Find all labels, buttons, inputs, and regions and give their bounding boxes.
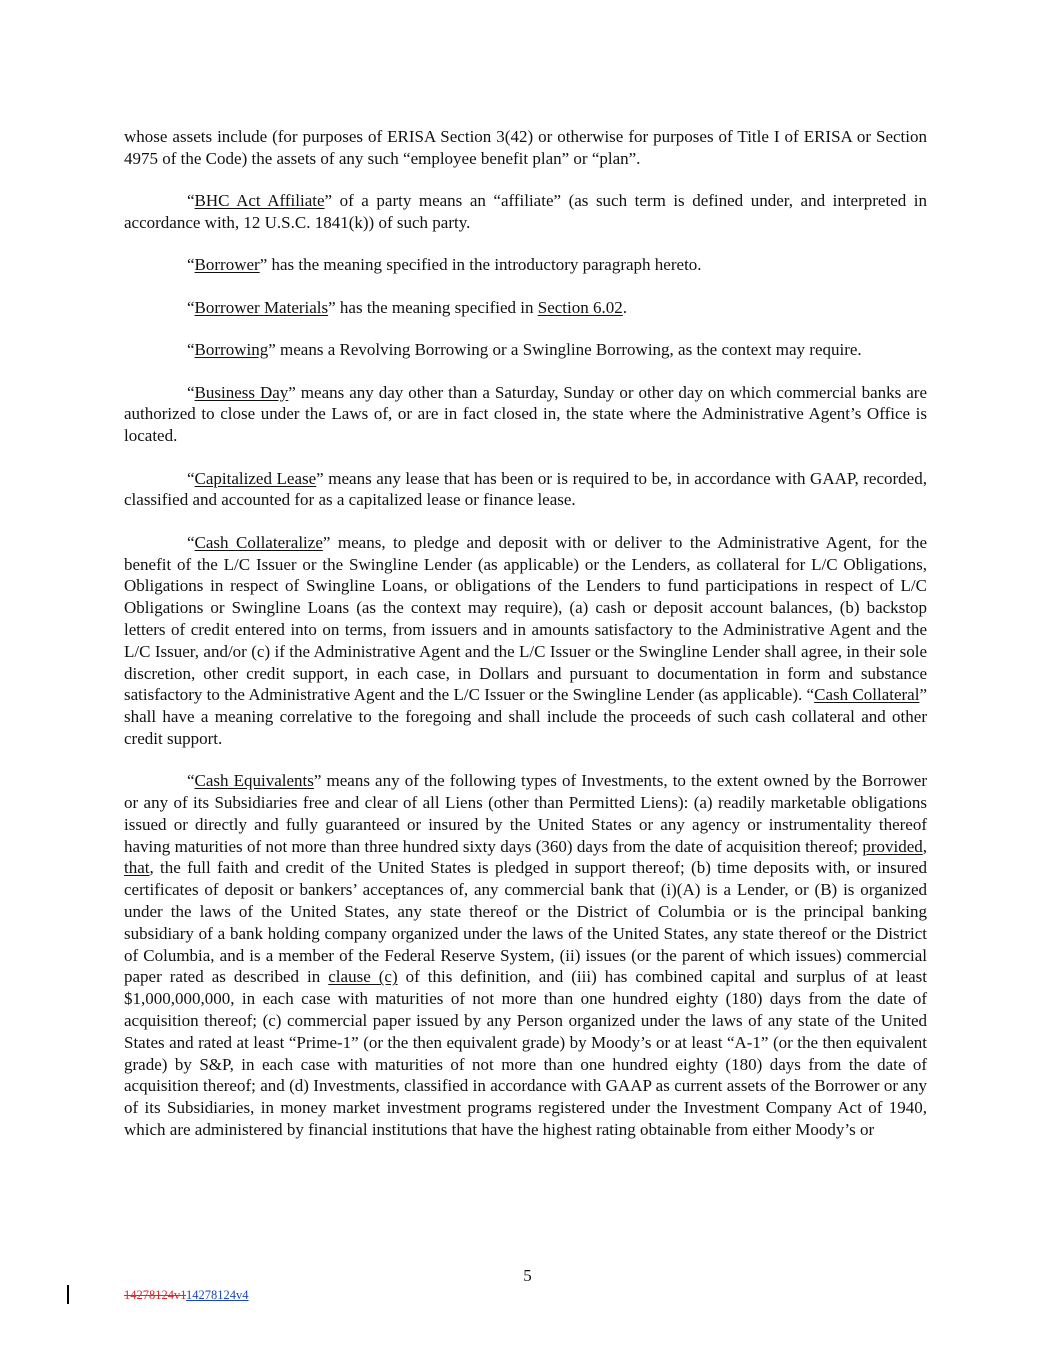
document-id — [124, 1288, 249, 1303]
definition-borrower-materials — [124, 297, 927, 319]
section-reference: Section 6.02 — [537, 297, 623, 317]
open-quote: “ — [187, 191, 195, 211]
definition-cash-collateralize — [124, 532, 927, 750]
definition-text: ” means a Revolving Borrowing or a Swingline Borrowing, as the context may require. — [268, 340, 862, 360]
definition-text-part-1: ” means any of the following types of Investments, to the extent owned by the Borrower or any of its Subsidiaries free and clear of all Liens (other than Permitted Liens): (a) readily marketable obligations issued or directly and fully guaranteed or insured by the United States or any agency or instrumentality thereof having maturities of not more than three hundred sixty days (360) days from the date of acquisition thereof; — [124, 771, 927, 856]
document-page — [124, 126, 927, 1161]
defined-term: Borrowing — [194, 340, 269, 360]
open-quote: “ — [187, 771, 195, 791]
definition-text: ” has the meaning specified in the introductory paragraph hereto. — [259, 255, 702, 275]
definition-borrowing — [124, 339, 927, 361]
definition-bhc-act-affiliate — [124, 190, 927, 234]
defined-term: Borrower — [194, 255, 260, 275]
defined-term: BHC Act Affiliate — [194, 191, 325, 211]
definition-text: ” means any lease that has been or is required to be, in accordance with GAAP, recorded, classified and accounted for as a capitalized lease or finance lease. — [124, 468, 927, 510]
open-quote: “ — [187, 532, 195, 552]
definition-text: ” has the meaning specified in — [328, 297, 538, 317]
definition-text: ” of a party means an “affiliate” (as such term is defined under, and interpreted in accordance with, 12 U.S.C. 1841(k)) of such party. — [124, 191, 927, 232]
open-quote: “ — [187, 382, 195, 402]
defined-term-secondary: Cash Collateral — [814, 685, 920, 705]
document-id-deleted: 14278124v1 — [124, 1288, 187, 1302]
comma: , — [922, 836, 927, 856]
defined-term: Borrower Materials — [194, 297, 329, 317]
definition-capitalized-lease — [124, 468, 927, 512]
open-quote: “ — [187, 297, 195, 317]
definition-borrower — [124, 254, 927, 276]
provided-term: provided — [862, 836, 923, 856]
definition-text-part-2: , the full faith and credit of the United States is pledged in support thereof; (b) time deposits with, or insured certificates of deposit or bankers’ acceptances of, any commercial bank that (i)(A) is a Lender, or (B) is organized under the laws of the United States, any state thereof or the District of Columbia or is the principal banking subsidiary of a bank holding company organized under the laws of the United States, any state thereof or the District of Columbia, and is a member of the Federal Reserve System, (ii) issues (or the parent of which issues) commercial paper rated as described in — [124, 858, 927, 987]
open-quote: “ — [187, 255, 195, 275]
document-id-inserted: 14278124v4 — [186, 1288, 249, 1302]
clause-reference: clause (c) — [328, 967, 398, 987]
definition-text: ” means any day other than a Saturday, Sunday or other day on which commercial banks are authorized to close under the Laws of, or are in fact closed in, the state where the Administrative Agent’s Office is located. — [124, 382, 927, 446]
definition-cash-equivalents — [124, 770, 927, 1141]
open-quote: “ — [187, 340, 195, 360]
definition-text-end: . — [622, 297, 627, 317]
paragraph-text: whose assets include (for purposes of ERISA Section 3(42) or otherwise for purposes of Title I of ERISA or Section 4975 of the Code) the assets of any such “employee benefit plan” or “plan”. — [124, 127, 927, 168]
defined-term: Cash Equivalents — [194, 771, 314, 791]
open-quote: “ — [187, 468, 195, 488]
revision-change-bar — [67, 1285, 69, 1304]
defined-term: Cash Collateralize — [194, 532, 323, 552]
paragraph-erisa-continuation — [124, 126, 927, 170]
defined-term: Business Day — [194, 382, 289, 402]
definition-business-day — [124, 382, 927, 447]
that-term: that — [124, 858, 150, 878]
definition-text: ” means, to pledge and deposit with or deliver to the Administrative Agent, for the benefit of the L/C Issuer or the Swingline Lender (as applicable) or the Lenders, as collateral for L/C Obligations, Obligations in respect of Swingline Loans, or obligations of the Lenders to fund participations in respect of L/C Obligations or Swingline Loans (as the context may require), (a) cash or deposit account balances, (b) backstop letters of credit entered into on terms, from issuers and in amounts satisfactory to the Administrative Agent and the L/C Issuer, and/or (c) if the Administrative Agent and the L/C Issuer or the Swingline Lender shall agree, in their sole discretion, other credit support, in each case, in Dollars and pursuant to documentation in form and substance satisfactory to the Administrative Agent and the L/C Issuer or the Swingline Lender (as applicable). “ — [124, 532, 928, 705]
definition-text-part-3: of this definition, and (iii) has combined capital and surplus of at least $1,000,000,000, in each case with maturities of not more than one hundred eighty (180) days from the date of acquisition thereof; (c) commercial paper issued by any Person organized under the laws of any state of the United States and rated at least “Prime-1” (or the then equivalent grade) by Moody’s or at least “A-1” (or the then equivalent grade) by S&P, in each case with maturities of not more than one hundred eighty (180) days from the date of acquisition thereof; and (d) Investments, classified in accordance with GAAP as current assets of the Borrower or any of its Subsidiaries, in money market investment programs registered under the Investment Company Act of 1940, which are administered by financial institutions that have the highest rating obtainable from either Moody’s or — [124, 967, 928, 1140]
definition-text-end: ” shall have a meaning correlative to the foregoing and shall include the proceeds of such cash collateral and other credit support. — [124, 685, 927, 748]
page-number: 5 — [523, 1266, 532, 1285]
defined-term: Capitalized Lease — [194, 468, 317, 488]
